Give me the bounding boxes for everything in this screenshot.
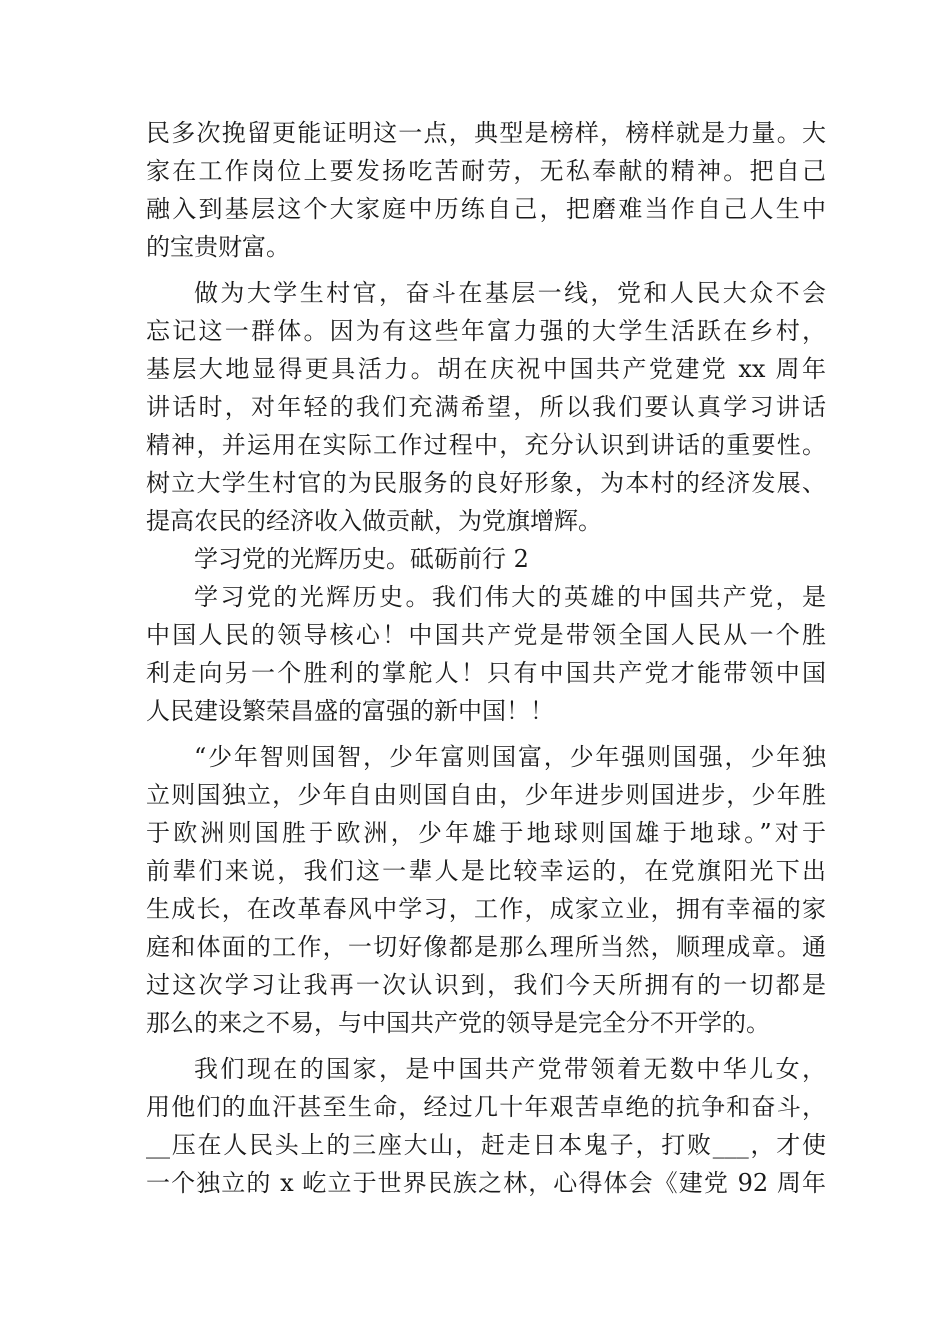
text-line: 融入到基层这个大家庭中历练自己，把磨难当作自己人生中 bbox=[146, 195, 826, 223]
text-line: 用他们的血汗甚至生命，经过几十年艰苦卓绝的抗争和奋斗， bbox=[146, 1093, 826, 1121]
text-line: 的宝贵财富。 bbox=[146, 233, 290, 261]
text-line: “少年智则国智，少年富则国富，少年强则国强，少年独 bbox=[194, 743, 826, 771]
text-line: 讲话时，对年轻的我们充满希望，所以我们要认真学习讲话 bbox=[146, 393, 826, 421]
paragraph-2 bbox=[146, 274, 826, 540]
text-line: 人民建设繁荣昌盛的富强的新中国！！ bbox=[146, 697, 554, 725]
text-line: 生成长，在改革春风中学习，工作，成家立业，拥有幸福的家 bbox=[146, 895, 826, 923]
text-line: 学习党的光辉历史。我们伟大的英雄的中国共产党，是 bbox=[194, 583, 826, 611]
document-body bbox=[146, 114, 826, 1202]
text-line: 那么的来之不易，与中国共产党的领导是完全分不开学的。 bbox=[146, 1009, 770, 1037]
text-line: 于欧洲则国胜于欧洲，少年雄于地球则国雄于地球。”对于 bbox=[146, 819, 826, 847]
section-heading: 学习党的光辉历史。砥砺前行 2 bbox=[194, 545, 529, 573]
text-line: 做为大学生村官，奋斗在基层一线，党和人民大众不会 bbox=[194, 279, 826, 307]
text-line: 过这次学习让我再一次认识到，我们今天所拥有的一切都是 bbox=[146, 971, 826, 999]
text-line: 精神，并运用在实际工作过程中，充分认识到讲话的重要性。 bbox=[146, 431, 826, 459]
text-line: 忘记这一群体。因为有这些年富力强的大学生活跃在乡村， bbox=[146, 317, 826, 345]
paragraph-5 bbox=[146, 1050, 826, 1202]
text-line: 我们现在的国家，是中国共产党带领着无数中华儿女， bbox=[194, 1055, 826, 1083]
text-line: 前辈们来说，我们这一辈人是比较幸运的，在党旗阳光下出 bbox=[146, 857, 826, 885]
text-line: 民多次挽留更能证明这一点，典型是榜样，榜样就是力量。大 bbox=[146, 119, 826, 147]
text-line: 家在工作岗位上要发扬吃苦耐劳，无私奉献的精神。把自己 bbox=[146, 157, 826, 185]
paragraph-4 bbox=[146, 738, 826, 1042]
paragraph-3 bbox=[146, 578, 826, 730]
text-line: 中国人民的领导核心！中国共产党是带领全国人民从一个胜 bbox=[146, 621, 826, 649]
text-line: 利走向另一个胜利的掌舵人！只有中国共产党才能带领中国 bbox=[146, 659, 826, 687]
text-line: 基层大地显得更具活力。胡在庆祝中国共产党建党 xx 周年 bbox=[146, 355, 826, 383]
paragraph-1 bbox=[146, 114, 826, 266]
text-line: 一个独立的 x 屹立于世界民族之林，心得体会《建党 92 周年 bbox=[146, 1169, 826, 1197]
text-line: 树立大学生村官的为民服务的良好形象，为本村的经济发展、 bbox=[146, 469, 826, 497]
text-line: 立则国独立，少年自由则国自由，少年进步则国进步，少年胜 bbox=[146, 781, 826, 809]
text-line: 庭和体面的工作，一切好像都是那么理所当然，顺理成章。通 bbox=[146, 933, 826, 961]
text-line: 提高农民的经济收入做贡献，为党旗增辉。 bbox=[146, 507, 602, 535]
text-line: __压在人民头上的三座大山，赶走日本鬼子，打败___，才使 bbox=[146, 1131, 826, 1159]
